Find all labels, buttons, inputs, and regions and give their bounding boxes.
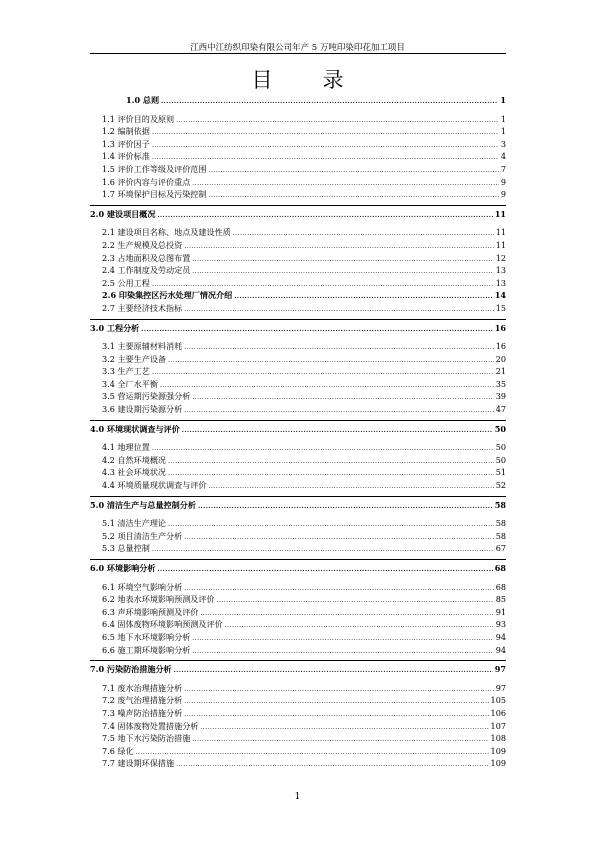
toc-dot-leader [152,367,494,380]
toc-entry-page: 35 [495,378,506,389]
toc-entry[interactable] [90,113,506,126]
toc-dot-leader [184,709,488,722]
toc-entry-page: 50 [495,454,506,465]
toc-entry-label: 2.4 工作制度及劳动定员 [102,265,191,276]
toc-entry[interactable] [90,581,506,594]
toc-entry[interactable] [90,682,506,695]
toc-entry[interactable] [90,441,506,454]
toc-chapter-entry[interactable] [90,423,506,436]
toc-section [90,560,506,661]
toc-entry-label: 7.3 噪声防治措施分析 [102,707,183,718]
toc-entry[interactable] [90,138,506,151]
toc-entry-page: 94 [495,644,506,655]
toc-entry-label: 7.1 废水治理措施分析 [102,682,183,693]
toc-dot-leader [184,241,493,254]
toc-dot-leader [182,425,493,438]
toc-entry-page: 20 [495,353,506,364]
toc-entry-page: 97 [494,664,506,675]
toc-dot-leader [192,178,499,191]
toc-section [90,206,506,320]
toc-dot-leader [152,544,494,557]
toc-dot-leader [184,532,493,545]
table-of-contents [90,92,506,774]
toc-entry-label: 4.0 环境现状调查与评价 [90,423,180,434]
toc-entry[interactable] [90,163,506,176]
toc-entry[interactable] [90,644,506,657]
toc-entry-page: 85 [495,594,506,605]
toc-entry-page: 91 [495,606,506,617]
running-header: 江西中江纺织印染有限公司年产 5 万吨印染印花加工项目 [190,43,405,53]
toc-entry[interactable] [90,150,506,163]
toc-entry[interactable] [90,340,506,353]
toc-dot-leader [157,210,492,223]
toc-entry-label: 5.3 总量控制 [102,543,150,554]
toc-entry[interactable] [90,125,506,138]
toc-entry[interactable] [90,353,506,366]
toc-dot-leader [184,583,493,596]
toc-entry-label: 7.6 绿化 [102,745,134,756]
toc-entry-label: 3.4 全厂水平衡 [102,378,158,389]
toc-entry-label: 2.5 公用工程 [102,277,150,288]
toc-entry[interactable] [90,239,506,252]
toc-dot-leader [184,405,493,418]
toc-entry[interactable] [90,454,506,467]
toc-chapter-entry[interactable] [90,208,506,221]
toc-entry[interactable] [90,606,506,619]
page-number: 1 [294,792,301,802]
toc-entry-label: 4.2 自然环境概况 [102,454,167,465]
toc-entry-label: 7.5 地下水污染防治措施 [102,733,191,744]
toc-entry-label: 2.1 建设项目名称、地点及建设性质 [102,227,231,238]
toc-entry-page: 11 [495,227,506,238]
toc-entry[interactable] [90,277,506,290]
toc-dot-leader [198,501,493,514]
toc-dot-leader [168,456,494,469]
toc-entry-label: 1.7 环境保护目标及污染控制 [102,189,207,200]
toc-entry-label: 6.2 地表水环境影响预测及评价 [102,594,215,605]
toc-entry-page: 52 [495,480,506,491]
toc-chapter-entry[interactable] [90,499,506,512]
toc-dot-leader [208,190,498,203]
toc-entry-page: 16 [494,322,506,333]
toc-entry-page: 109 [490,758,506,769]
toc-entry-label: 2.6 印染集控区污水处理厂情况介绍 [102,290,233,301]
toc-entry-page: 105 [490,695,506,706]
header-rule [90,53,506,54]
toc-entry[interactable] [90,517,506,530]
toc-chapter-entry[interactable] [90,322,506,335]
toc-entry-page: 16 [495,341,506,352]
toc-entry[interactable] [90,226,506,239]
toc-dot-leader [168,468,494,481]
toc-entry-page: 13 [495,265,506,276]
toc-dot-leader [217,595,494,608]
toc-dot-leader [141,324,492,337]
toc-entry-label: 5.0 清洁生产与总量控制分析 [90,499,196,510]
toc-dot-leader [152,140,499,153]
toc-entry-label: 3.0 工程分析 [90,322,140,333]
toc-entry[interactable] [90,542,506,555]
toc-entry-label: 4.3 社会环境状况 [102,467,167,478]
toc-entry-label: 1.1 评价目的及原则 [102,113,175,124]
toc-entry-page: 109 [490,745,506,756]
toc-entry-page: 58 [494,499,506,510]
toc-entry-page: 68 [494,563,506,573]
toc-entry-page: 107 [490,720,506,731]
toc-entry-label: 6.4 固体废物环境影响预测及评价 [102,619,223,630]
toc-entry-page: 15 [495,302,506,313]
toc-chapter-entry[interactable] [90,94,506,107]
toc-dot-leader [225,620,494,633]
toc-dot-leader [136,747,489,760]
toc-entry-page: 1 [500,126,506,137]
toc-entry-label: 5.2 项目清洁生产分析 [102,530,183,541]
toc-entry-page: 1 [500,95,506,105]
toc-entry[interactable] [90,302,506,315]
toc-entry[interactable] [90,252,506,265]
toc-entry-page: 11 [494,208,506,219]
toc-entry-label: 2.0 建设项目概况 [90,208,156,219]
toc-dot-leader [208,165,498,178]
toc-dot-leader [161,96,498,109]
toc-entry-label: 7.0 污染防治措施分析 [90,664,172,675]
toc-entry[interactable] [90,403,506,416]
toc-entry-label: 1.5 评价工作等级及评价范围 [102,163,207,174]
toc-entry-page: 13 [495,277,506,288]
toc-dot-leader [200,608,493,621]
toc-dot-leader [157,564,492,577]
toc-entry[interactable] [90,188,506,201]
toc-entry-page: 14 [494,290,506,301]
toc-dot-leader [200,722,488,735]
toc-entry[interactable] [90,530,506,543]
toc-dot-leader [176,115,499,128]
toc-entry-label: 4.4 环境质量现状调查与评价 [102,480,207,491]
toc-entry[interactable] [90,264,506,277]
toc-section [90,497,506,560]
toc-entry-label: 3.6 建设期污染源分析 [102,404,183,415]
toc-entry-page: 12 [495,252,506,263]
toc-entry-page: 9 [500,176,506,187]
toc-section [90,320,506,421]
toc-entry-label: 3.3 生产工艺 [102,366,150,377]
toc-entry-page: 9 [500,189,506,200]
toc-entry-page: 21 [495,366,506,377]
toc-dot-leader [192,254,493,267]
toc-entry-label: 7.7 建设期环保措施 [102,758,175,769]
toc-entry-page: 58 [495,518,506,529]
toc-entry[interactable] [90,694,506,707]
toc-entry-page: 3 [500,138,506,149]
toc-dot-leader [192,646,493,659]
toc-dot-leader [184,342,493,355]
toc-entry-label: 3.5 营运期污染源强分析 [102,391,191,402]
toc-entry-page: 4 [500,151,506,162]
toc-entry-page: 47 [495,404,506,415]
toc-dot-leader [176,759,488,772]
toc-entry-label: 1.4 评价标准 [102,151,150,162]
toc-entry[interactable] [90,631,506,644]
toc-entry-label: 1.6 评价内容与评价重点 [102,176,191,187]
toc-entry-page: 7 [500,163,506,174]
toc-entry-page: 97 [495,682,506,693]
toc-dot-leader [192,633,493,646]
toc-title: 目录 [251,68,394,92]
toc-section [90,661,506,774]
toc-entry[interactable] [90,176,506,189]
toc-entry[interactable] [90,289,506,302]
toc-entry[interactable] [90,618,506,631]
toc-chapter-entry[interactable] [90,663,506,676]
toc-entry-label: 3.1 主要原辅材料消耗 [102,341,183,352]
toc-entry-page: 11 [495,239,506,250]
toc-dot-leader [168,355,494,368]
toc-dot-leader [152,443,494,456]
toc-dot-leader [184,684,493,697]
toc-dot-leader [168,519,494,532]
toc-entry-label: 2.7 主要经济技术指标 [102,302,183,313]
toc-entry-label: 1.2 编制依据 [102,126,150,137]
toc-dot-leader [152,127,499,140]
toc-section [90,421,506,497]
toc-entry-page: 108 [490,733,506,744]
toc-entry-label: 6.0 环境影响分析 [90,563,156,573]
toc-entry[interactable] [90,593,506,606]
toc-entry[interactable] [90,757,506,770]
toc-entry[interactable] [90,745,506,758]
toc-dot-leader [234,291,493,304]
toc-entry[interactable] [90,466,506,479]
toc-entry-label: 2.2 生产规模及总投资 [102,239,183,250]
toc-entry-page: 51 [495,467,506,478]
toc-entry-label: 6.5 地下水环境影响分析 [102,631,191,642]
toc-entry-label: 6.3 声环境影响预测及评价 [102,606,199,617]
toc-entry-label: 4.1 地理位置 [102,442,150,453]
toc-dot-leader [208,481,493,494]
toc-entry-page: 50 [495,442,506,453]
toc-dot-leader [184,696,488,709]
toc-chapter-entry[interactable] [90,562,506,575]
toc-entry-page: 68 [495,581,506,592]
toc-entry-page: 94 [495,631,506,642]
toc-entry-label: 7.4 固体废物处置措施分析 [102,720,199,731]
toc-entry-label: 2.3 占地面积及总图布置 [102,252,191,263]
toc-entry-label: 3.2 主要生产设备 [102,353,167,364]
toc-entry[interactable] [90,479,506,492]
toc-entry-page: 1 [500,113,506,124]
toc-dot-leader [160,380,494,393]
toc-entry[interactable] [90,378,506,391]
toc-entry-label: 1.0 总则 [126,95,160,105]
toc-entry-page: 106 [490,707,506,718]
toc-entry-page: 67 [495,543,506,554]
toc-entry[interactable] [90,720,506,733]
toc-entry-page: 93 [495,619,506,630]
toc-entry-page: 50 [494,423,506,434]
toc-dot-leader [174,665,493,678]
toc-entry-label: 6.6 施工期环境影响分析 [102,644,191,655]
toc-dot-leader [233,228,494,241]
toc-entry-label: 5.1 清洁生产理论 [102,518,167,529]
toc-entry-label: 1.3 评价因子 [102,138,150,149]
toc-entry-label: 6.1 环境空气影响分析 [102,581,183,592]
toc-entry-page: 58 [495,530,506,541]
toc-section [90,92,506,206]
toc-entry[interactable] [90,732,506,745]
toc-dot-leader [192,392,493,405]
toc-entry-page: 39 [495,391,506,402]
toc-dot-leader [192,734,488,747]
toc-entry-label: 7.2 废气治理措施分析 [102,695,183,706]
toc-dot-leader [192,266,493,279]
toc-dot-leader [184,304,493,317]
toc-entry[interactable] [90,707,506,720]
toc-entry[interactable] [90,365,506,378]
toc-entry[interactable] [90,390,506,403]
